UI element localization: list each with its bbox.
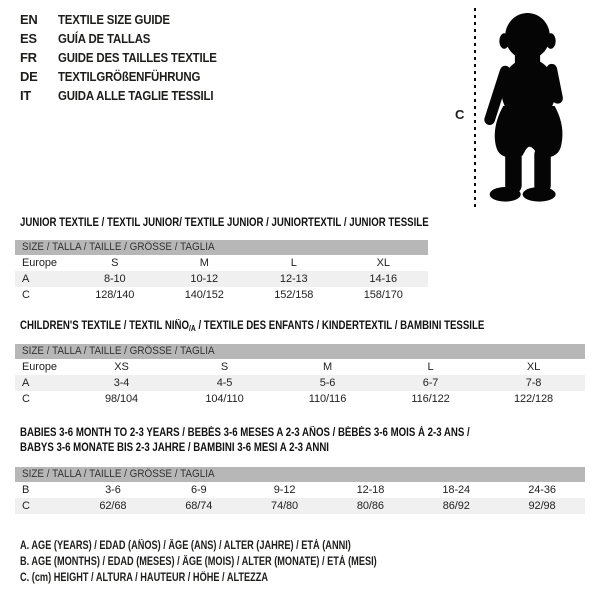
language-label: TEXTILE SIZE GUIDE xyxy=(58,12,170,27)
table-row xyxy=(15,391,585,407)
babies-size-table xyxy=(15,467,585,514)
age-cell: 4-5 xyxy=(216,377,233,389)
age-cell: 12-18 xyxy=(356,484,385,496)
age-cell: 14-16 xyxy=(369,273,398,285)
height-cell: 122/128 xyxy=(513,393,554,405)
row-label: Europe xyxy=(22,361,57,373)
height-cell: 80/86 xyxy=(356,500,384,512)
age-cell: 18-24 xyxy=(442,484,471,496)
size-cell: S xyxy=(111,257,119,269)
row-label: C xyxy=(22,289,30,301)
language-code: IT xyxy=(20,88,31,103)
height-cell: 68/74 xyxy=(185,500,213,512)
size-cell: M xyxy=(322,361,333,373)
language-guide-list xyxy=(20,10,238,105)
age-cell: 12-13 xyxy=(279,273,308,285)
height-cell: 128/140 xyxy=(95,289,135,301)
height-cell: 86/92 xyxy=(442,500,470,512)
size-cell: XS xyxy=(114,361,129,373)
height-measure-dashed-line xyxy=(474,8,476,207)
table-header-label: SIZE / TALLA / TAILLE / GRÖSSE / TAGLIA xyxy=(22,468,215,480)
age-cell: 7-8 xyxy=(525,377,542,389)
table-header xyxy=(15,467,585,482)
language-code: DE xyxy=(20,69,38,84)
babies-section-title xyxy=(20,426,470,456)
table-row xyxy=(15,375,585,391)
table-row xyxy=(15,482,585,498)
age-cell: 6-9 xyxy=(190,484,207,496)
language-label: GUÍA DE TALLAS xyxy=(58,31,151,46)
list-item xyxy=(20,86,238,105)
list-item xyxy=(20,48,238,67)
row-label: A xyxy=(22,377,30,389)
table-row xyxy=(15,271,428,287)
language-code: ES xyxy=(20,31,37,46)
age-cell: 10-12 xyxy=(190,273,219,285)
table-row xyxy=(15,498,585,514)
height-cell: 98/104 xyxy=(104,393,139,405)
table-row xyxy=(15,255,428,271)
age-cell: 6-7 xyxy=(422,377,439,389)
table-header-label: SIZE / TALLA / TAILLE / GRÖSSE / TAGLIA xyxy=(22,241,215,253)
children-title-pre: CHILDREN'S TEXTILE / TEXTIL NIÑO xyxy=(20,320,190,332)
age-cell: 9-12 xyxy=(273,484,296,496)
junior-section-title: JUNIOR TEXTILE / TEXTIL JUNIOR/ TEXTILE JUNIOR / JUNIORTEXTIL / JUNIOR TESSILE xyxy=(20,217,429,229)
list-item xyxy=(20,10,238,29)
age-cell: 24-36 xyxy=(528,484,556,496)
age-cell: 5-6 xyxy=(319,377,336,389)
size-cell: M xyxy=(199,257,209,269)
table-row xyxy=(15,287,428,303)
age-cell: 8-10 xyxy=(103,273,126,285)
language-label: GUIDE DES TAILLES TEXTILE xyxy=(58,50,217,65)
children-size-table xyxy=(15,344,585,407)
children-title-post: / TEXTILE DES ENFANTS / KINDERTEXTIL / BAMBINI TESSILE xyxy=(195,320,485,332)
children-title-sub: /A xyxy=(189,324,196,333)
size-cell: S xyxy=(220,361,229,373)
babies-title-line1: BABIES 3-6 MONTH TO 2-3 YEARS / BEBÉS 3-6 MESES A 2-3 AÑOS / BÉBÉS 3-6 MOIS À 2-3 ANS / xyxy=(20,427,470,439)
table-header xyxy=(15,344,585,359)
legend-line-b: B. AGE (MONTHS) / EDAD (MESES) / ÂGE (MOIS) / ALTER (MONATE) / ETÀ (MESI) xyxy=(20,556,377,568)
height-measure-label: C xyxy=(455,107,465,122)
height-cell: 74/80 xyxy=(271,500,299,512)
language-code: EN xyxy=(20,12,38,27)
height-cell: 140/152 xyxy=(184,289,224,301)
junior-size-table xyxy=(15,240,428,303)
height-cell: 158/170 xyxy=(363,289,403,301)
height-cell: 116/122 xyxy=(411,393,450,405)
height-cell: 62/68 xyxy=(99,500,127,512)
language-label: TEXTILGRÖßENFÜHRUNG xyxy=(58,69,201,84)
children-section-title xyxy=(20,320,484,333)
legend-line-a: A. AGE (YEARS) / EDAD (AÑOS) / ÂGE (ANS) / ALTER (JAHRE) / ETÀ (ANNI) xyxy=(20,540,351,552)
size-cell: L xyxy=(427,361,434,373)
babies-title-line2: BABYS 3-6 MONATE BIS 2-3 JAHRE / BAMBINI 3-6 MESI A 2-3 ANNI xyxy=(20,442,329,454)
language-label: GUIDA ALLE TAGLIE TESSILI xyxy=(58,88,214,103)
row-label: C xyxy=(22,500,30,512)
legend-line-c: C. (cm) HEIGHT / ALTURA / HAUTEUR / HÖHE / ALTEZZA xyxy=(20,572,269,584)
list-item xyxy=(20,67,238,86)
size-cell: XL xyxy=(526,361,541,373)
row-label: C xyxy=(22,393,30,405)
row-label: A xyxy=(22,273,30,285)
height-cell: 110/116 xyxy=(308,393,347,405)
height-cell: 92/98 xyxy=(528,500,556,512)
row-label: Europe xyxy=(22,257,57,269)
age-cell: 3-6 xyxy=(105,484,121,496)
language-code: FR xyxy=(20,50,37,65)
table-header xyxy=(15,240,428,255)
baby-silhouette-icon xyxy=(479,9,576,207)
height-cell: 152/158 xyxy=(274,289,314,301)
table-header-label: SIZE / TALLA / TAILLE / GRÖSSE / TAGLIA xyxy=(22,345,215,357)
measurement-legend xyxy=(20,538,466,586)
size-cell: L xyxy=(290,257,297,269)
age-cell: 3-4 xyxy=(113,377,130,389)
size-cell: XL xyxy=(376,257,390,269)
table-row xyxy=(15,359,585,375)
row-label: B xyxy=(22,484,30,496)
list-item xyxy=(20,29,238,48)
height-cell: 104/110 xyxy=(205,393,244,405)
